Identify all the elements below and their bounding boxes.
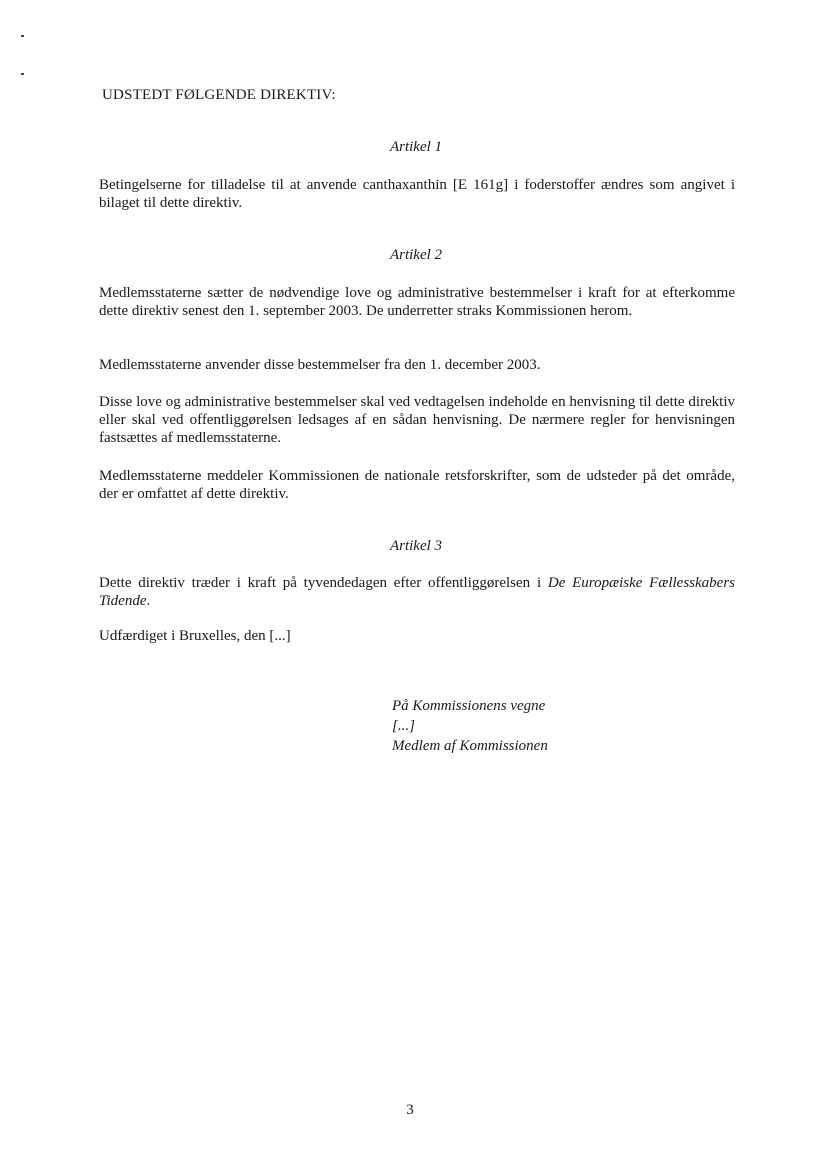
article-3-body bbox=[99, 574, 735, 610]
article-2-paragraph-2-block bbox=[99, 356, 735, 374]
document-heading: UDSTEDT FØLGENDE DIREKTIV: bbox=[102, 87, 336, 103]
article-1-paragraph-1: Betingelserne for tilladelse til at anvende canthaxanthin [E 161g] i foderstoffer ændres som angivet i bilaget til dette direktiv. bbox=[99, 177, 735, 211]
article-3-text-prefix: Dette direktiv træder i kraft på tyvendedagen efter offentliggørelsen i bbox=[99, 575, 548, 591]
article-1-body bbox=[99, 176, 735, 212]
article-2-paragraph-4-block bbox=[99, 467, 735, 503]
official-journal-title: De Europæiske Fællesskabers Tidende bbox=[99, 575, 736, 609]
article-2-paragraph-1: Medlemsstaterne sætter de nødvendige love og administrative bestemmelser i kraft for at efterkomme dette direktiv senest den 1. september 2003. De underretter straks Kommissionen herom. bbox=[99, 285, 735, 319]
article-1-title: Artikel 1 bbox=[389, 139, 443, 155]
signature-block bbox=[392, 697, 548, 757]
article-2-title: Artikel 2 bbox=[389, 247, 443, 263]
article-2-paragraph-3-block bbox=[99, 393, 735, 447]
article-3-title: Artikel 3 bbox=[389, 538, 443, 554]
article-3-paragraph bbox=[99, 574, 735, 610]
scan-speck bbox=[21, 73, 24, 75]
signature-line-3: Medlem af Kommissionen bbox=[392, 738, 548, 754]
closing-block bbox=[99, 627, 735, 645]
article-2-paragraph-4: Medlemsstaterne meddeler Kommissionen de nationale retsforskrifter, som de udsteder på det område, der er omfattet af dette direktiv. bbox=[99, 468, 735, 502]
article-2-paragraph-3: Disse love og administrative bestemmelser skal ved vedtagelsen indeholde en henvisning til dette direktiv eller skal ved offentliggørelsen ledsages af en sådan henvisning. De nærmere regler for henvisningen fastsættes af medlemsstaterne. bbox=[99, 394, 735, 446]
article-2-paragraph-2: Medlemsstaterne anvender disse bestemmelser fra den 1. december 2003. bbox=[99, 357, 541, 373]
signature-line-2: [...] bbox=[392, 718, 415, 734]
article-2-paragraph-1-block bbox=[99, 284, 735, 320]
article-3-text-suffix: . bbox=[146, 593, 151, 609]
signature-line-1: På Kommissionens vegne bbox=[392, 698, 546, 714]
closing-line: Udfærdiget i Bruxelles, den [...] bbox=[99, 628, 291, 644]
scan-speck bbox=[21, 35, 24, 37]
page-number: 3 bbox=[406, 1102, 414, 1118]
